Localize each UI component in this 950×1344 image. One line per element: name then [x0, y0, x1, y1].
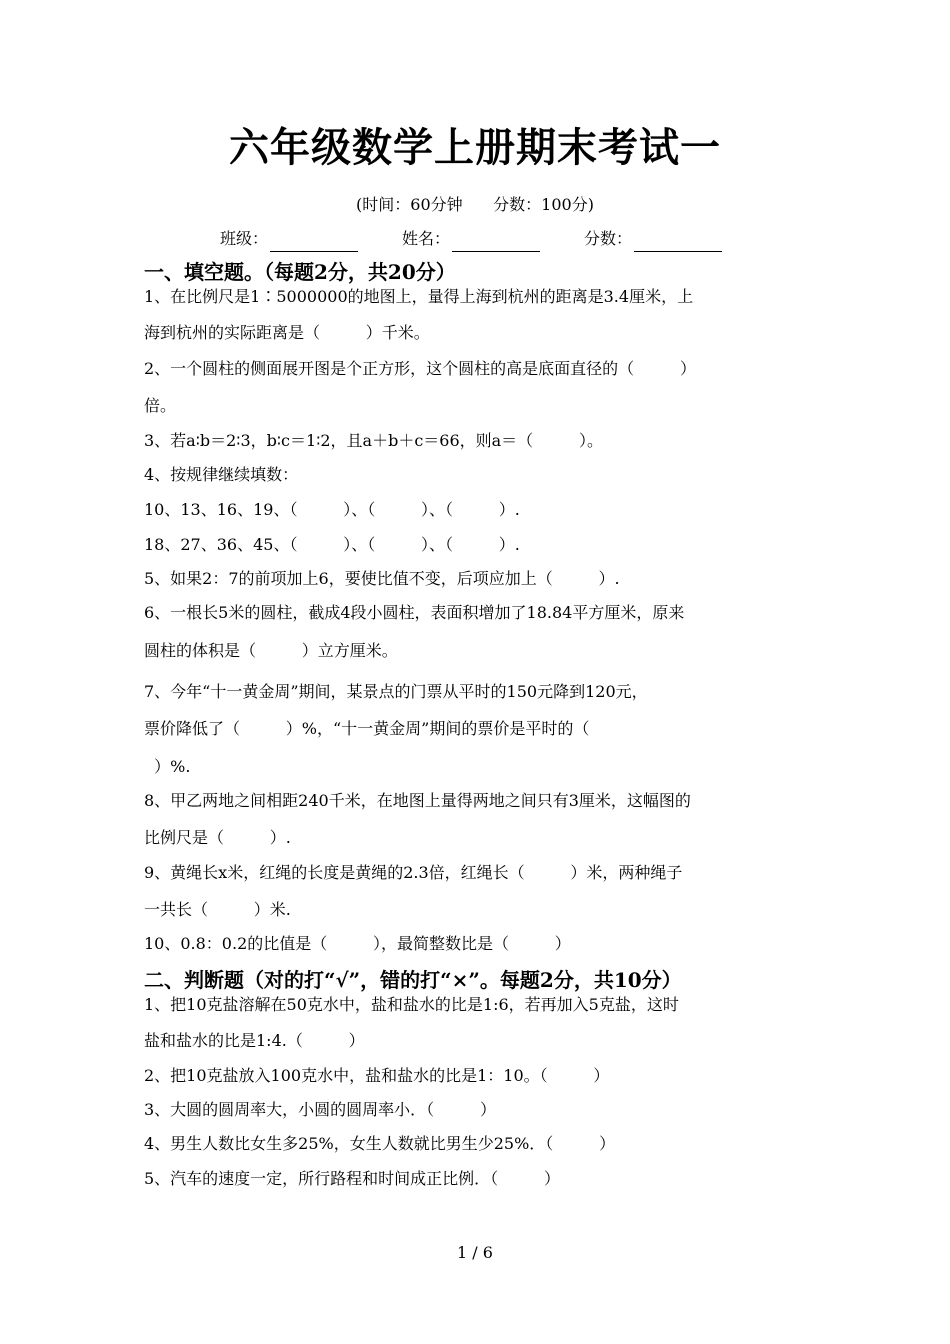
question-line: 18、27、36、45、（ ）、（ ）、（ ）. [144, 535, 520, 554]
question-line: 8、甲乙两地之间相距240千米，在地图上量得两地之间只有3厘米，这幅图的 [144, 791, 691, 810]
question-line: 盐和盐水的比是1:4.（ ） [144, 1031, 365, 1050]
name-blank[interactable] [452, 233, 540, 252]
question-line: 5、汽车的速度一定，所行路程和时间成正比例．（ ） [144, 1169, 560, 1188]
question-line: 9、黄绳长x米，红绳的长度是黄绳的2.3倍，红绳长（ ）米，两种绳子 [144, 863, 683, 882]
exam-title: 六年级数学上册期末考试一 [229, 124, 721, 171]
question-line: 圆柱的体积是（ ）立方厘米。 [144, 641, 398, 660]
question-line: 10、13、16、19、（ ）、（ ）、（ ）. [144, 500, 520, 519]
exam-subtitle: (时间：60分钟 分数：100分) [356, 195, 594, 214]
section-true-false-heading: 二、判断题（对的打“√”，错的打“×”。每题2分，共10分） [144, 968, 682, 992]
question-line: 1、把10克盐溶解在50克水中，盐和盐水的比是1:6，若再加入5克盐，这时 [144, 995, 679, 1014]
question-line: 3、若a∶b＝2∶3，b∶c＝1∶2，且a＋b＋c＝66，则a＝（ ）。 [144, 431, 603, 450]
class-blank[interactable] [270, 233, 358, 252]
question-line: 票价降低了（ ）%，“十一黄金周”期间的票价是平时的（ [144, 719, 590, 738]
score-blank[interactable] [634, 233, 722, 252]
question-line: 4、男生人数比女生多25%，女生人数就比男生少25%．（ ） [144, 1134, 616, 1153]
question-line: ）%. [144, 757, 191, 776]
question-line: 4、按规律继续填数： [144, 465, 299, 484]
class-field [220, 226, 358, 252]
question-line: 比例尺是（ ）. [144, 828, 291, 847]
question-line: 6、一根长5米的圆柱，截成4段小圆柱，表面积增加了18.84平方厘米，原来 [144, 603, 685, 622]
question-line: 3、大圆的圆周率大，小圆的圆周率小．（ ） [144, 1100, 496, 1119]
question-line: 7、今年“十一黄金周”期间，某景点的门票从平时的150元降到120元， [144, 682, 648, 701]
score-field [584, 226, 722, 252]
question-line: 倍。 [144, 396, 177, 415]
class-label: 班级： [220, 229, 269, 248]
question-line: 2、把10克盐放入100克水中，盐和盐水的比是1：10。（ ） [144, 1066, 610, 1085]
name-label: 姓名： [402, 229, 451, 248]
name-field [402, 226, 540, 252]
question-line: 2、一个圆柱的侧面展开图是个正方形，这个圆柱的高是底面直径的（ ） [144, 359, 696, 378]
question-line: 5、如果2：7的前项加上6，要使比值不变，后项应加上（ ）. [144, 569, 620, 588]
question-line: 1、在比例尺是1∶5000000的地图上，量得上海到杭州的距离是3.4厘米，上 [144, 287, 694, 306]
page-number: 1 / 6 [457, 1243, 493, 1262]
question-line: 一共长（ ）米. [144, 900, 291, 919]
question-line: 10、0.8：0.2的比值是（ ），最简整数比是（ ） [144, 934, 571, 953]
score-label: 分数： [584, 229, 633, 248]
question-line: 海到杭州的实际距离是（ ）千米。 [144, 323, 430, 342]
section-fill-in-blank-heading: 一、填空题。（每题2分，共20分） [144, 260, 456, 284]
